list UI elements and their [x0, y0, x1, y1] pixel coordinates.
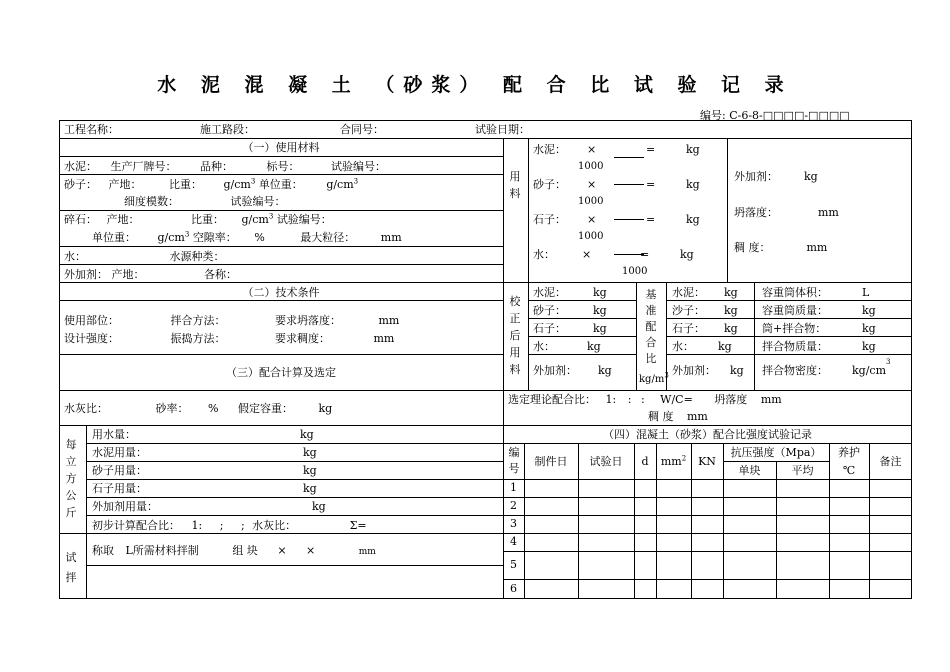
test-date-field[interactable]: 试验日期： [475, 123, 530, 136]
use-row-times: × [587, 178, 597, 191]
slump-value: 坍落度： mm [734, 206, 839, 219]
admixture-amount: 外加剂： kg [734, 170, 818, 183]
use-row-times: × [582, 248, 592, 261]
table-row-number: 6 [510, 582, 517, 595]
volume-row-unit: L [862, 286, 870, 299]
use-row-denominator: 1000 [578, 231, 604, 242]
table-row-number: 3 [510, 517, 517, 530]
volume-row-name: 拌合物质量： [762, 340, 828, 353]
use-row-equals: = [646, 143, 656, 156]
base-row-unit: kg [730, 364, 744, 377]
table-row-number: 2 [510, 499, 517, 512]
table-row-number: 1 [510, 481, 517, 494]
volume-row-unit: kg [862, 322, 876, 335]
section-4-heading: （四）混凝土（砂浆）配合比强度试验记录 [603, 428, 812, 441]
consistency-value: 稠 度： mm [734, 241, 828, 254]
base-row-unit: kg [718, 340, 732, 353]
base-mix-label: 基 准 配 合 比 [645, 288, 657, 365]
volume-row-unit: kg/cm [852, 364, 887, 377]
base-mix-unit: $kg/m^3$ [639, 371, 669, 385]
use-row-fraction-bar [614, 219, 644, 220]
corrected-row-unit: kg [593, 322, 607, 335]
trial-mix-label: 试 拌 [65, 551, 77, 584]
base-row-unit: kg [724, 304, 738, 317]
corrected-row-unit: kg [593, 286, 607, 299]
corrected-row-name: 水泥： [533, 286, 566, 299]
corrected-row-unit: kg [593, 304, 607, 317]
corrected-row-name: 外加剂： [533, 364, 577, 377]
per-m3-row-name: 水泥用量： [92, 446, 147, 459]
col-strength: 抗压强度（Mpa） [730, 446, 822, 459]
use-row-denominator: 1000 [578, 161, 604, 172]
stone-row-2: 单位重： $g/cm^3$ 空隙率： % 最大粒径： mm [92, 230, 402, 244]
use-row-denominator: 1000 [578, 196, 604, 207]
initial-mix-ratio: 初步计算配合比： 1: ; ; 水灰比： Σ= [92, 519, 367, 532]
sand-row-2: 细度模数： 试验编号： [124, 195, 286, 208]
use-row-name: 石子： [533, 213, 566, 226]
mix-assumption-row: 水灰比： 砂率： % 假定容重： kg [64, 402, 333, 415]
tech-row-2: 设计强度： 振捣方法： 要求稠度： mm [64, 332, 395, 345]
table-row-number: 5 [510, 558, 517, 571]
table-row-number: 4 [510, 535, 517, 548]
use-row-equals: = [640, 248, 650, 261]
col-single: 单块 [738, 464, 761, 477]
per-m3-row-name: 砂子用量： [92, 464, 147, 477]
per-m3-row-name: 用水量： [92, 428, 136, 441]
per-m3-row-name: 石子用量： [92, 482, 147, 495]
base-row-name: 外加剂： [672, 364, 716, 377]
per-m3-row-unit: kg [303, 482, 317, 495]
use-row-unit: kg [686, 178, 700, 191]
use-row-name: 水泥： [533, 143, 566, 156]
volume-row-name: 容重筒质量： [762, 304, 828, 317]
selected-mix-ratio: 选定理论配合比： 1: : : W/C= 坍落度 mm [508, 393, 782, 406]
per-m3-row-unit: kg [303, 464, 317, 477]
per-m3-row-unit: kg [312, 500, 326, 513]
trial-mix-text: 称取 L所需材料拌制 组 块 × × mm [92, 544, 376, 557]
col-number: 编 号 [508, 446, 520, 475]
corrected-material-label: 校 正 后 用 料 [509, 295, 521, 376]
use-row-denominator: 1000 [622, 266, 648, 277]
use-row-equals: = [646, 213, 656, 226]
col-test-date: 试验日 [589, 455, 623, 468]
section-1-heading: （一）使用材料 [242, 141, 320, 154]
tech-row-1: 使用部位： 拌合方法： 要求坍落度： mm [64, 314, 400, 327]
base-row-name: 水泥： [672, 286, 705, 299]
col-curing-unit: ℃ [842, 464, 856, 477]
contract-no-field[interactable]: 合同号： [340, 123, 384, 136]
corrected-row-name: 砂子： [533, 304, 566, 317]
table-row-line [503, 497, 912, 498]
base-row-name: 水： [672, 340, 694, 353]
table-row-line [503, 579, 912, 580]
base-row-unit: kg [724, 322, 738, 335]
section-2-heading: （二）技术条件 [242, 286, 320, 299]
per-m3-row-unit: kg [303, 446, 317, 459]
table-row-line [503, 551, 912, 552]
corrected-row-name: 石子： [533, 322, 566, 335]
volume-row-name: 拌合物密度： [762, 364, 828, 377]
project-name-field[interactable]: 工程名称： [64, 123, 119, 136]
use-row-times: × [587, 143, 597, 156]
volume-row-name: 筒+拌合物： [762, 322, 827, 335]
volume-row-unit: kg [862, 340, 876, 353]
selected-consistency: 稠 度 mm [648, 410, 708, 423]
use-row-name: 水： [533, 248, 555, 261]
col-make-date: 制件日 [534, 455, 568, 468]
use-material-label: 用料 [509, 170, 521, 200]
base-row-name: 石子： [672, 322, 705, 335]
stone-row: 碎石： 产地： 比重： $g/cm^3$ 试验编号： [64, 212, 332, 226]
road-section-field[interactable]: 施工路段： [200, 123, 255, 136]
table-row-line [503, 533, 912, 534]
col-average: 平均 [791, 464, 814, 477]
use-row-equals: = [646, 178, 656, 191]
corrected-row-unit: kg [587, 340, 601, 353]
volume-row-name: 容重筒体积： [762, 286, 828, 299]
corrected-row-name: 水： [533, 340, 555, 353]
admixture-row: 外加剂： 产地： 各称： [64, 268, 237, 281]
page-title: 水 泥 混 凝 土 （砂浆） 配 合 比 试 验 记 录 [157, 74, 793, 96]
document-number: 编号: C-6-8-□□□□-□□□□ [700, 109, 850, 122]
col-curing: 养护 [838, 446, 860, 459]
base-row-unit: kg [724, 286, 738, 299]
col-load: KN [698, 455, 716, 468]
base-row-name: 沙子： [672, 304, 705, 317]
use-row-fraction-bar [614, 157, 644, 158]
use-row-unit: kg [686, 143, 700, 156]
col-area: $mm^2$ [660, 454, 687, 468]
sand-row: 砂子： 产地： 比重： $g/cm^3$ 单位重： $g/cm^3$ [64, 177, 359, 191]
table-row-line [503, 515, 912, 516]
use-row-name: 砂子： [533, 178, 566, 191]
use-row-times: × [587, 213, 597, 226]
per-cubic-meter-label: 每 立 方 公 斤 [65, 438, 77, 519]
corrected-row-unit: kg [598, 364, 612, 377]
use-row-unit: kg [686, 213, 700, 226]
col-days: d [641, 455, 649, 468]
section-3-heading: （三）配合计算及选定 [226, 366, 336, 379]
volume-row-unit: kg [862, 304, 876, 317]
per-m3-row-unit: kg [300, 428, 314, 441]
use-row-fraction-bar [614, 184, 644, 185]
water-row: 水： 水源种类： [64, 250, 225, 263]
cement-row: 水泥： 生产厂牌号： 品种： 标号： 试验编号： [64, 160, 386, 173]
per-m3-row-name: 外加剂用量： [92, 500, 158, 513]
col-remarks: 备注 [879, 455, 902, 468]
use-row-unit: kg [680, 248, 694, 261]
